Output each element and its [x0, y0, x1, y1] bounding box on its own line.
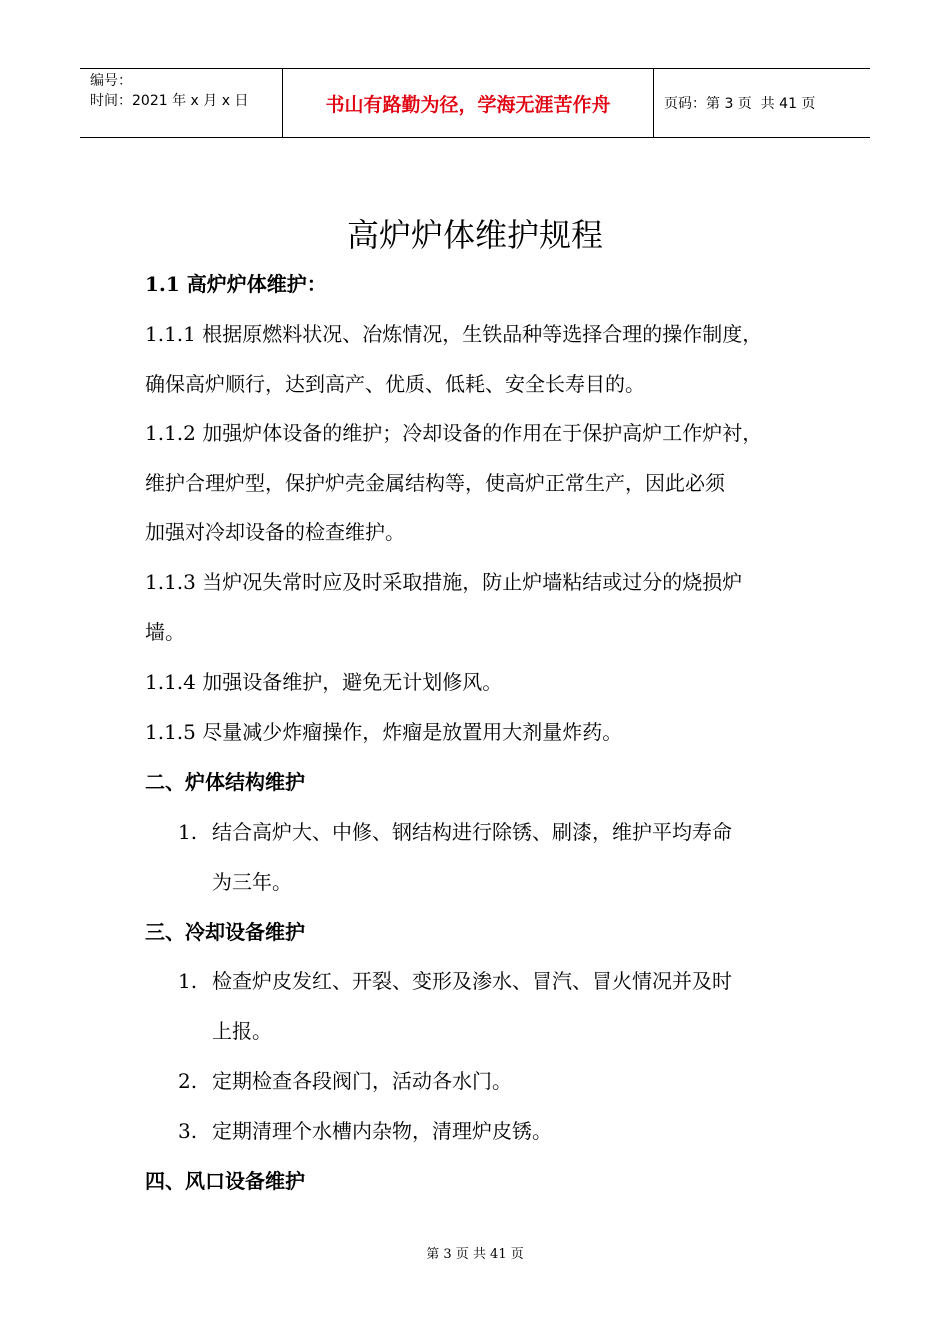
list-item: 结合高炉大、中修、钢结构进行除锈、刷漆，维护平均寿命 [212, 820, 732, 844]
page-label: 页码：第 3 页 共 41 页 [664, 96, 816, 112]
list-number: 2. [178, 1069, 198, 1093]
paragraph-line: 1.1.3 当炉况失常时应及时采取措施，防止炉墙粘结或过分的烧损炉 [145, 570, 743, 594]
paragraph-line: 1.1.4 加强设备维护，避免无计划修风。 [145, 670, 503, 694]
list-number: 1. [178, 820, 198, 844]
page-footer: 第 3 页 共 41 页 [426, 1247, 524, 1262]
paragraph-line: 维护合理炉型，保护炉壳金属结构等，使高炉正常生产，因此必须 [145, 471, 725, 495]
document-header [80, 68, 870, 138]
paragraph-line: 确保高炉顺行，达到高产、优质、低耗、安全长寿目的。 [145, 372, 645, 396]
paragraph-line: 1.1.2 加强炉体设备的维护；冷却设备的作用在于保护高炉工作炉衬， [145, 421, 763, 445]
list-item: 检查炉皮发红、开裂、变形及渗水、冒汽、冒火情况并及时 [212, 969, 732, 993]
paragraph-line: 加强对冷却设备的检查维护。 [145, 520, 405, 544]
header-motto: 书山有路勤为径，学海无涯苦作舟 [282, 69, 654, 137]
list-item: 定期检查各段阀门，活动各水门。 [212, 1069, 512, 1093]
section-4-heading: 四、风口设备维护 [145, 1169, 305, 1193]
paragraph-line: 墙。 [145, 620, 185, 644]
section-3-heading: 三、冷却设备维护 [145, 920, 305, 944]
list-number: 1. [178, 969, 198, 993]
list-number: 3. [178, 1119, 198, 1143]
paragraph-line: 1.1.1 根据原燃料状况、冶炼情况，生铁品种等选择合理的操作制度， [145, 322, 763, 346]
list-item: 定期清理个水槽内杂物，清理炉皮锈。 [212, 1119, 552, 1143]
list-item: 上报。 [212, 1019, 272, 1043]
number-label: 编号： [90, 73, 132, 89]
header-page-info [654, 69, 870, 137]
list-item: 为三年。 [212, 870, 292, 894]
header-meta [80, 69, 282, 137]
section-1-heading: 1.1 高炉炉体维护： [145, 272, 327, 296]
paragraph-line: 1.1.5 尽量减少炸瘤操作，炸瘤是放置用大剂量炸药。 [145, 720, 623, 744]
time-label: 时间：2021 年 x 月 x 日 [90, 93, 249, 109]
document-title: 高炉炉体维护规程 [346, 216, 603, 254]
section-2-heading: 二、炉体结构维护 [145, 770, 305, 794]
